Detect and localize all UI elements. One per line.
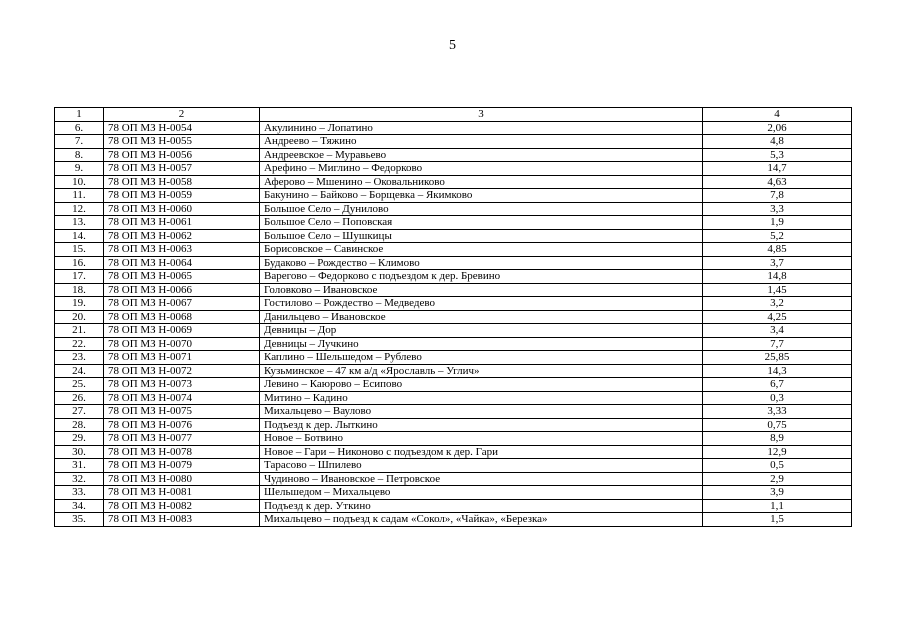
road-code-cell: 78 ОП МЗ Н-0083 [104,513,260,527]
road-code-cell: 78 ОП МЗ Н-0055 [104,135,260,149]
road-code-cell: 78 ОП МЗ Н-0058 [104,175,260,189]
road-length-cell: 4,63 [703,175,852,189]
road-length-cell: 5,2 [703,229,852,243]
row-number-cell: 28. [55,418,104,432]
row-number-cell: 35. [55,513,104,527]
road-length-cell: 0,75 [703,418,852,432]
table-row [55,418,852,432]
table-row [55,175,852,189]
road-code-cell: 78 ОП МЗ Н-0069 [104,324,260,338]
road-name-cell: Шельшедом – Михальцево [260,486,703,500]
row-number-cell: 34. [55,499,104,513]
table-row [55,229,852,243]
road-name-cell: Гостилово – Рождество – Медведево [260,297,703,311]
road-name-cell: Левино – Каюрово – Есипово [260,378,703,392]
road-name-cell: Борисовское – Савинское [260,243,703,257]
road-code-cell: 78 ОП МЗ Н-0063 [104,243,260,257]
road-code-cell: 78 ОП МЗ Н-0073 [104,378,260,392]
road-length-cell: 14,7 [703,162,852,176]
road-code-cell: 78 ОП МЗ Н-0068 [104,310,260,324]
road-length-cell: 3,4 [703,324,852,338]
road-name-cell: Чудиново – Ивановское – Петровское [260,472,703,486]
road-code-cell: 78 ОП МЗ Н-0060 [104,202,260,216]
table-row [55,324,852,338]
road-code-cell: 78 ОП МЗ Н-0081 [104,486,260,500]
road-name-cell: Новое – Гари – Никоново с подъездом к дер. Гари [260,445,703,459]
road-code-cell: 78 ОП МЗ Н-0080 [104,472,260,486]
road-length-cell: 1,45 [703,283,852,297]
row-number-cell: 32. [55,472,104,486]
road-length-cell: 4,8 [703,135,852,149]
road-name-cell: Тарасово – Шпилево [260,459,703,473]
road-code-cell: 78 ОП МЗ Н-0065 [104,270,260,284]
road-length-cell: 4,85 [703,243,852,257]
road-length-cell: 3,33 [703,405,852,419]
road-length-cell: 1,9 [703,216,852,230]
road-name-cell: Девницы – Лучкино [260,337,703,351]
table-row [55,270,852,284]
road-name-cell: Большое Село – Шушкицы [260,229,703,243]
road-length-cell: 7,8 [703,189,852,203]
road-code-cell: 78 ОП МЗ Н-0057 [104,162,260,176]
road-code-cell: 78 ОП МЗ Н-0061 [104,216,260,230]
header-cell-number: 1 [55,108,104,122]
road-name-cell: Данильцево – Ивановское [260,310,703,324]
table-row [55,310,852,324]
table-row [55,351,852,365]
road-name-cell: Михальцево – подъезд к садам «Сокол», «Чайка», «Березка» [260,513,703,527]
table-row [55,364,852,378]
row-number-cell: 14. [55,229,104,243]
road-code-cell: 78 ОП МЗ Н-0077 [104,432,260,446]
roads-table-body [55,108,852,527]
table-row [55,432,852,446]
road-length-cell: 8,9 [703,432,852,446]
table-row [55,202,852,216]
road-name-cell: Подъезд к дер. Лыткино [260,418,703,432]
row-number-cell: 9. [55,162,104,176]
road-length-cell: 3,3 [703,202,852,216]
row-number-cell: 30. [55,445,104,459]
road-code-cell: 78 ОП МЗ Н-0074 [104,391,260,405]
road-code-cell: 78 ОП МЗ Н-0078 [104,445,260,459]
row-number-cell: 19. [55,297,104,311]
row-number-cell: 6. [55,121,104,135]
road-length-cell: 4,25 [703,310,852,324]
road-length-cell: 2,9 [703,472,852,486]
table-row [55,135,852,149]
row-number-cell: 16. [55,256,104,270]
road-length-cell: 0,3 [703,391,852,405]
road-length-cell: 2,06 [703,121,852,135]
road-code-cell: 78 ОП МЗ Н-0072 [104,364,260,378]
road-code-cell: 78 ОП МЗ Н-0054 [104,121,260,135]
row-number-cell: 33. [55,486,104,500]
table-row [55,391,852,405]
row-number-cell: 18. [55,283,104,297]
road-name-cell: Новое – Ботвино [260,432,703,446]
header-cell-name: 3 [260,108,703,122]
road-name-cell: Варегово – Федорково с подъездом к дер. Бревино [260,270,703,284]
road-name-cell: Андреевское – Муравьево [260,148,703,162]
road-code-cell: 78 ОП МЗ Н-0062 [104,229,260,243]
row-number-cell: 27. [55,405,104,419]
table-row [55,121,852,135]
row-number-cell: 13. [55,216,104,230]
row-number-cell: 22. [55,337,104,351]
road-name-cell: Девницы – Дор [260,324,703,338]
table-row [55,486,852,500]
row-number-cell: 15. [55,243,104,257]
road-length-cell: 3,9 [703,486,852,500]
table-row [55,378,852,392]
row-number-cell: 8. [55,148,104,162]
row-number-cell: 29. [55,432,104,446]
road-length-cell: 3,2 [703,297,852,311]
row-number-cell: 25. [55,378,104,392]
row-number-cell: 26. [55,391,104,405]
row-number-cell: 17. [55,270,104,284]
road-length-cell: 1,1 [703,499,852,513]
table-row [55,513,852,527]
table-row [55,216,852,230]
table-row [55,189,852,203]
road-length-cell: 7,7 [703,337,852,351]
row-number-cell: 23. [55,351,104,365]
road-code-cell: 78 ОП МЗ Н-0071 [104,351,260,365]
table-row [55,148,852,162]
road-code-cell: 78 ОП МЗ Н-0056 [104,148,260,162]
road-name-cell: Акулинино – Лопатино [260,121,703,135]
row-number-cell: 7. [55,135,104,149]
road-code-cell: 78 ОП МЗ Н-0066 [104,283,260,297]
road-length-cell: 3,7 [703,256,852,270]
road-name-cell: Головково – Ивановское [260,283,703,297]
road-code-cell: 78 ОП МЗ Н-0079 [104,459,260,473]
table-row [55,283,852,297]
row-number-cell: 12. [55,202,104,216]
row-number-cell: 20. [55,310,104,324]
road-code-cell: 78 ОП МЗ Н-0067 [104,297,260,311]
road-name-cell: Михальцево – Ваулово [260,405,703,419]
road-code-cell: 78 ОП МЗ Н-0075 [104,405,260,419]
road-name-cell: Бакунино – Байково – Борщевка – Якимково [260,189,703,203]
road-name-cell: Большое Село – Дунилово [260,202,703,216]
table-row [55,472,852,486]
table-row [55,459,852,473]
road-length-cell: 5,3 [703,148,852,162]
road-length-cell: 12,9 [703,445,852,459]
road-length-cell: 25,85 [703,351,852,365]
road-name-cell: Каплино – Шельшедом – Рублево [260,351,703,365]
page-number: 5 [449,38,456,53]
road-name-cell: Арефино – Миглино – Федорково [260,162,703,176]
road-code-cell: 78 ОП МЗ Н-0070 [104,337,260,351]
road-name-cell: Кузьминское – 47 км а/д «Ярославль – Углич» [260,364,703,378]
road-length-cell: 14,3 [703,364,852,378]
road-code-cell: 78 ОП МЗ Н-0064 [104,256,260,270]
row-number-cell: 31. [55,459,104,473]
row-number-cell: 24. [55,364,104,378]
road-name-cell: Аферово – Мшенино – Оковальниково [260,175,703,189]
road-code-cell: 78 ОП МЗ Н-0082 [104,499,260,513]
road-name-cell: Большое Село – Поповская [260,216,703,230]
table-header-row [55,108,852,122]
road-code-cell: 78 ОП МЗ Н-0076 [104,418,260,432]
roads-table [54,107,852,527]
table-row [55,243,852,257]
road-length-cell: 14,8 [703,270,852,284]
header-cell-length: 4 [703,108,852,122]
table-row [55,405,852,419]
table-row [55,297,852,311]
road-name-cell: Будаково – Рождество – Климово [260,256,703,270]
road-code-cell: 78 ОП МЗ Н-0059 [104,189,260,203]
table-row [55,162,852,176]
road-name-cell: Митино – Кадино [260,391,703,405]
header-cell-code: 2 [104,108,260,122]
table-row [55,256,852,270]
row-number-cell: 10. [55,175,104,189]
road-length-cell: 0,5 [703,459,852,473]
table-row [55,499,852,513]
road-length-cell: 6,7 [703,378,852,392]
row-number-cell: 21. [55,324,104,338]
table-row [55,337,852,351]
road-length-cell: 1,5 [703,513,852,527]
table-row [55,445,852,459]
road-name-cell: Андреево – Тяжино [260,135,703,149]
road-name-cell: Подъезд к дер. Уткино [260,499,703,513]
row-number-cell: 11. [55,189,104,203]
